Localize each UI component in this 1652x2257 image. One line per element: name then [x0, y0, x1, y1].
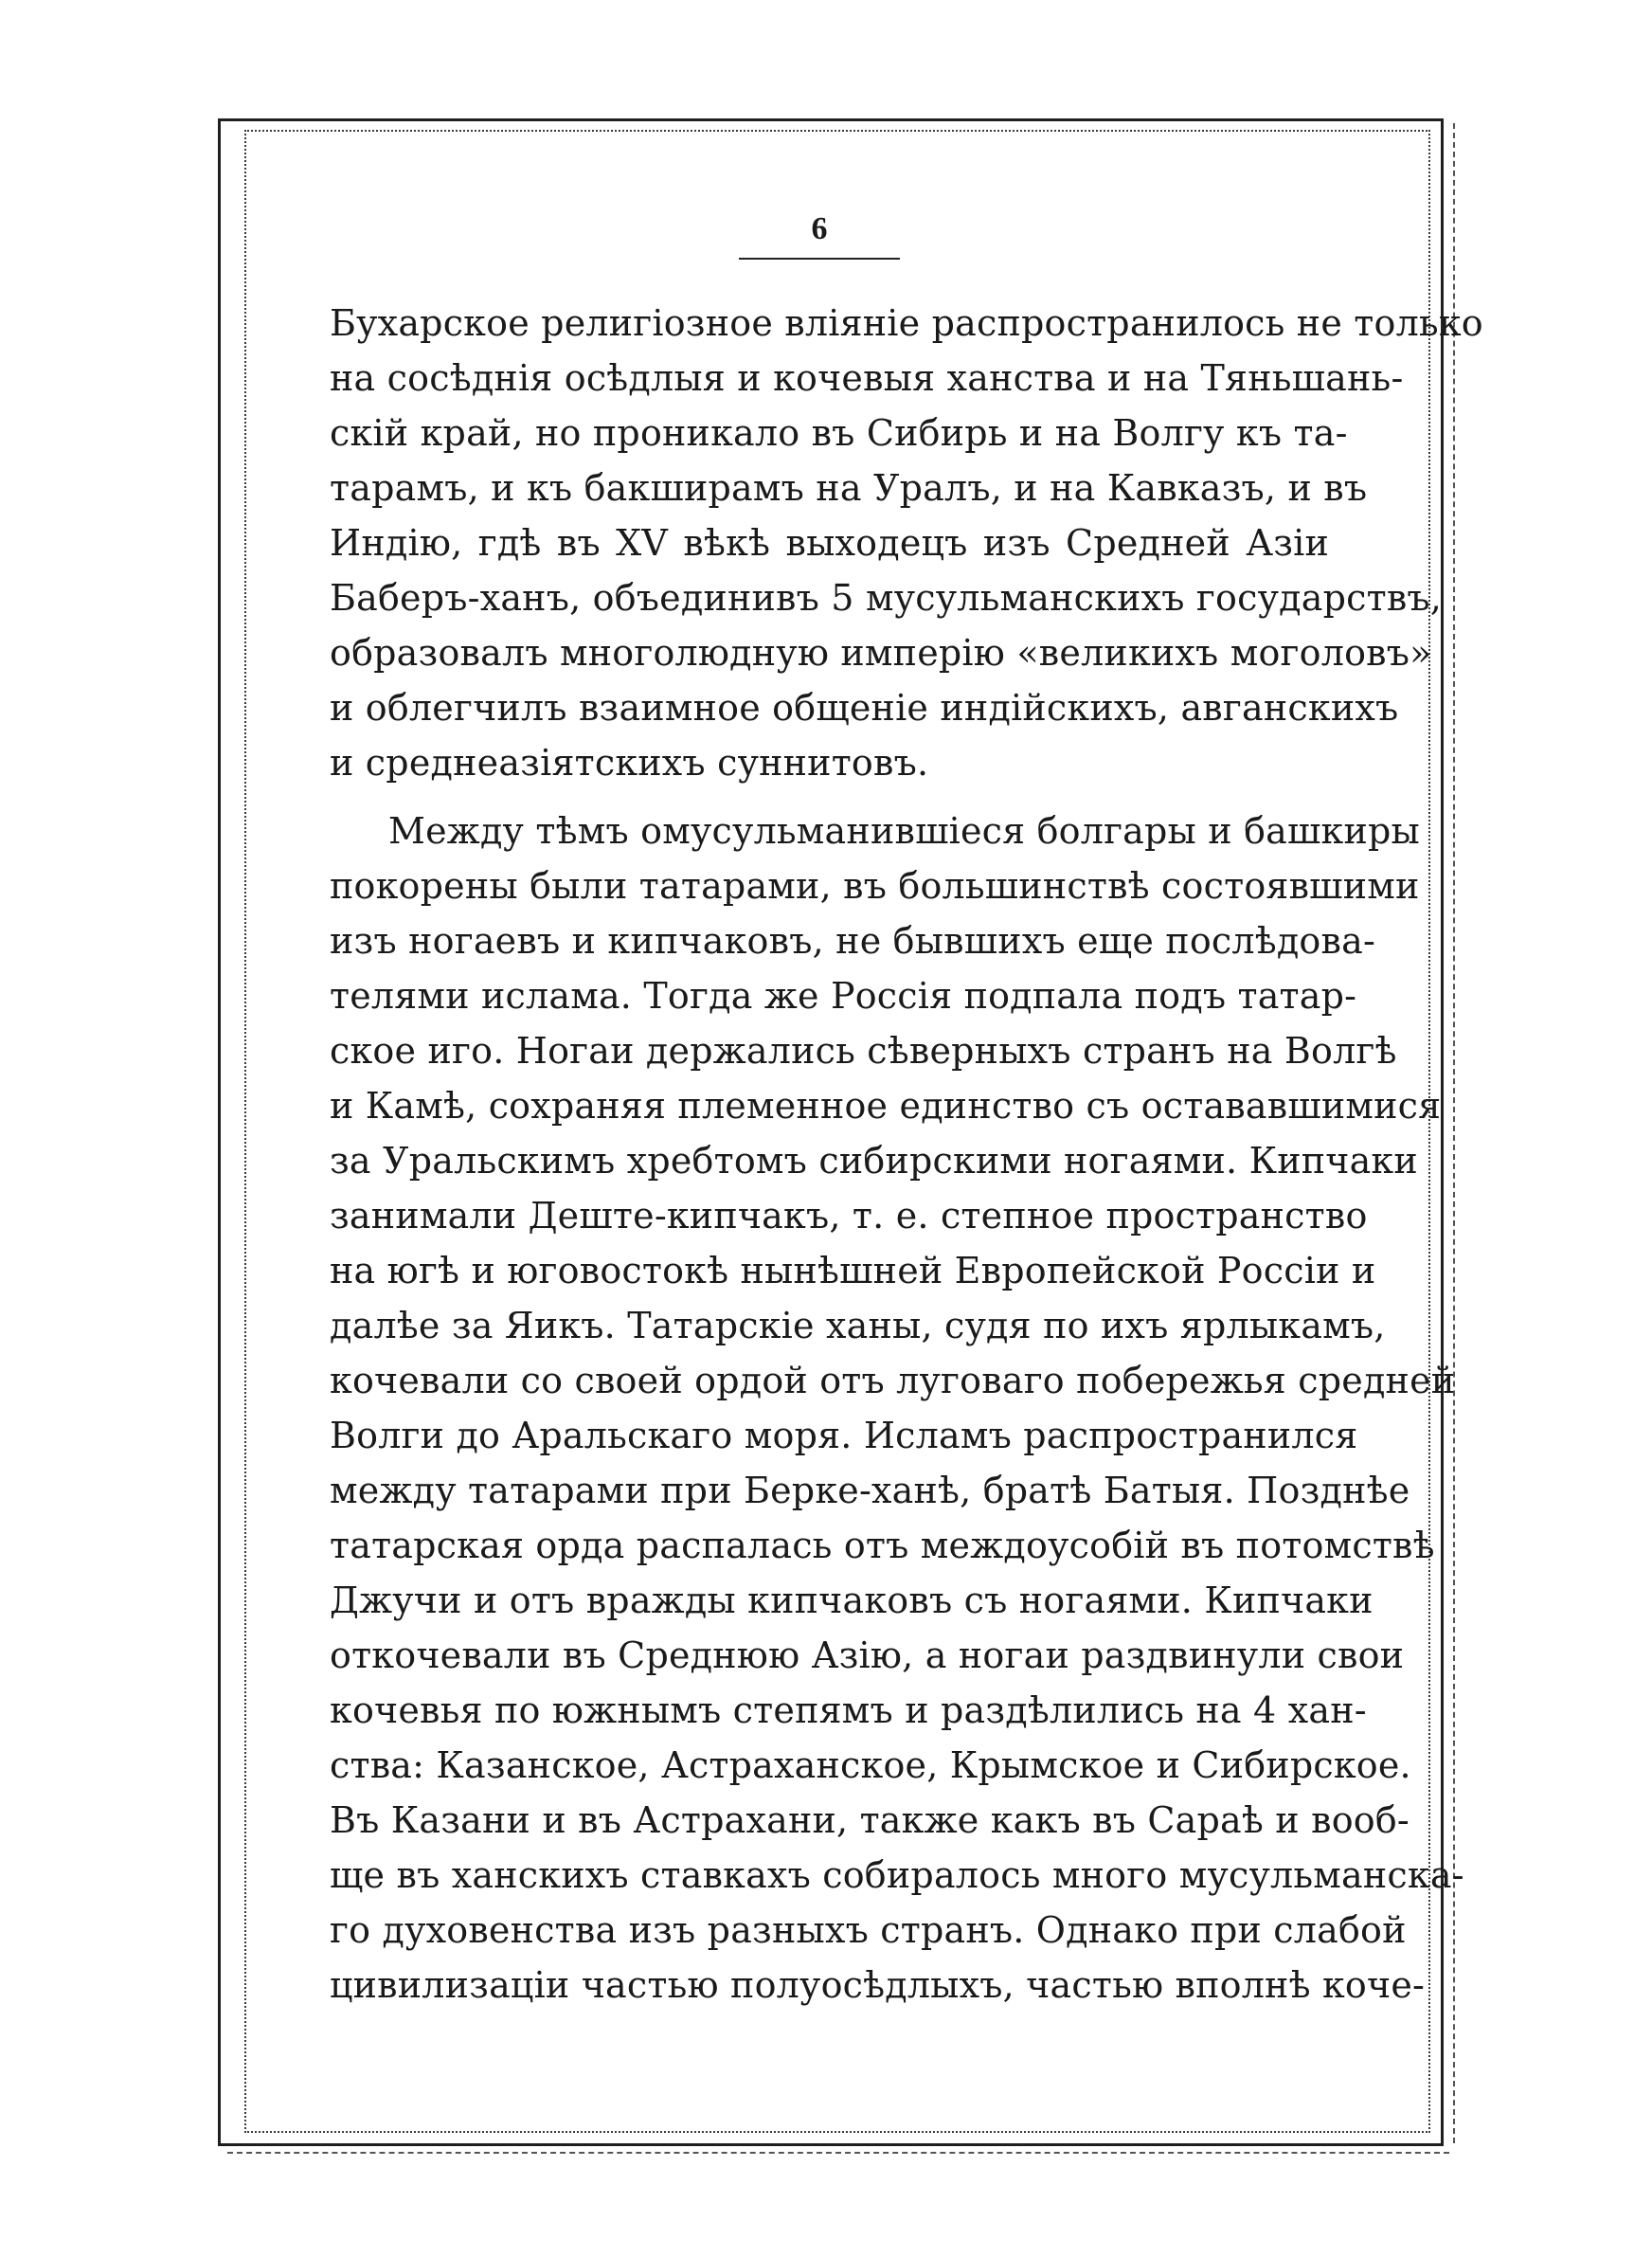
page-number: 6	[811, 211, 828, 246]
text-line: ское иго. Ногаи держались сѣверныхъ странъ на Волгѣ	[330, 1030, 1397, 1072]
text-line: далѣе за Яикъ. Татарскiе ханы, судя по ихъ ярлыкамъ,	[330, 1305, 1386, 1346]
text-line: образовалъ многолюдную имперiю «великихъ моголовъ»	[330, 632, 1432, 674]
text-line: скiй край, но проникало въ Сибирь и на Волгу къ та-	[330, 412, 1348, 454]
text-line: откочевали въ Среднюю Азiю, а ногаи раздвинули свои	[330, 1634, 1405, 1676]
paragraph-gap	[330, 790, 1329, 803]
text-line: и Камѣ, сохраняя племенное единство съ остававшимися	[330, 1085, 1442, 1127]
text-line: и облегчилъ взаимное общенiе индiйскихъ, авганскихъ	[330, 687, 1399, 729]
text-line: ства: Казанское, Астраханское, Крымское и Сибирское.	[330, 1744, 1411, 1786]
text-line: покорены были татарами, въ большинствѣ состоявшими	[330, 865, 1420, 907]
page-border-edge-bottom	[227, 2152, 1449, 2154]
text-line: Между тѣмъ омусульманившiеся болгары и башкиры	[388, 810, 1420, 852]
text-line: телями ислама. Тогда же Россiя подпала подъ татар-	[330, 975, 1357, 1017]
text-line: Индiю, гдѣ въ XV вѣкѣ выходецъ изъ Средней Азiи	[330, 522, 1329, 564]
text-line: тарамъ, и къ бакширамъ на Уралъ, и на Кавказъ, и въ	[330, 467, 1368, 509]
text-line: Баберъ-ханъ, объединивъ 5 мусульманскихъ государствъ,	[330, 577, 1443, 619]
page-border-edge-right	[1453, 123, 1455, 2143]
text-line: на сосѣднiя осѣдлыя и кочевыя ханства и на Тяньшань-	[330, 357, 1404, 399]
paragraph	[330, 803, 1464, 2013]
text-line: кочевали со своей ордой отъ луговаго побережья средней	[330, 1360, 1456, 1401]
text-line: на югѣ и юговостокѣ нынѣшней Европейской Россiи и	[330, 1250, 1376, 1291]
text-line: цивилизацiи частью полуосѣдлыхъ, частью вполнѣ коче-	[330, 1964, 1426, 2006]
page-number-rule	[739, 258, 900, 260]
text-line: ще въ ханскихъ ставкахъ собиралось много мусульманска-	[330, 1854, 1464, 1896]
text-line: кочевья по южнымъ степямъ и раздѣлились на 4 хан-	[330, 1689, 1367, 1731]
text-line: между татарами при Берке-ханѣ, братѣ Батыя. Позднѣе	[330, 1470, 1410, 1511]
body-text	[330, 296, 1483, 2013]
text-line: Волги до Аральскаго моря. Исламъ распространился	[330, 1415, 1358, 1456]
paragraph	[330, 296, 1483, 790]
text-line: за Уральскимъ хребтомъ сибирскими ногаями. Кипчаки	[330, 1140, 1418, 1182]
text-line: го духовенства изъ разныхъ странъ. Однако при слабой	[330, 1909, 1407, 1951]
text-line: занимали Деште-кипчакъ, т. е. степное пространство	[330, 1195, 1368, 1237]
text-line: Бухарское религiозное влiянiе распространилось не только	[330, 302, 1483, 344]
text-line: Джучи и отъ вражды кипчаковъ съ ногаями. Кипчаки	[330, 1580, 1374, 1621]
text-line: изъ ногаевъ и кипчаковъ, не бывшихъ еще послѣдова-	[330, 920, 1376, 962]
text-line: и среднеазiятскихъ суннитовъ.	[330, 742, 929, 784]
text-line: татарская орда распалась отъ междоусобiй въ потомствѣ	[330, 1525, 1435, 1566]
text-line: Въ Казани и въ Астрахани, также какъ въ Сараѣ и вооб-	[330, 1799, 1410, 1841]
